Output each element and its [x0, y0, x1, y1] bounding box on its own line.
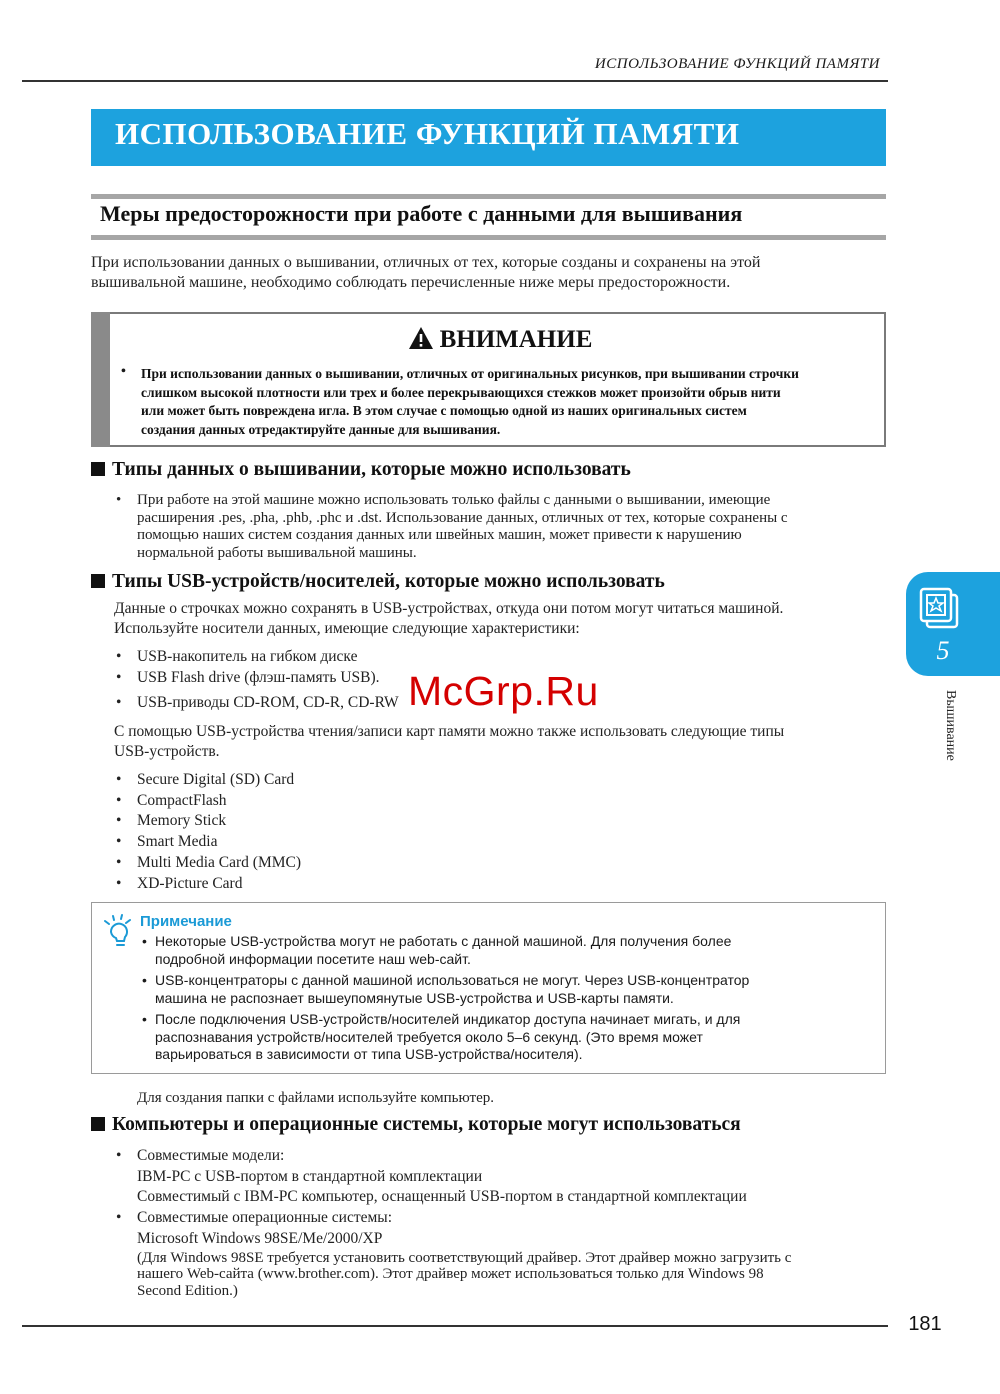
usb-types-heading [91, 571, 665, 593]
chapter-number: 5 [936, 636, 950, 665]
os-value: Microsoft Windows 98SE/Me/2000/XP [137, 1229, 383, 1247]
list-item: • USB-накопитель на гибком диске [114, 647, 894, 668]
running-header: ИСПОЛЬЗОВАНИЕ ФУНКЦИЙ ПАМЯТИ [594, 56, 880, 72]
list-item: • Multi Media Card (MMC) [114, 853, 714, 874]
note-list [140, 933, 870, 1068]
data-types-line: помощью наших систем создания данных или швейных машин, может привести к нарушению [137, 527, 742, 543]
list-item [114, 1208, 894, 1299]
bottom-divider [22, 1325, 888, 1327]
data-types-line: нормальной работы вышивальной машины. [137, 544, 417, 561]
model-item: IBM-PC с USB-портом в стандартной комплектации [137, 1167, 483, 1185]
section-intro [91, 253, 891, 293]
caution-text [141, 365, 876, 439]
note-line: распознавания устройств/носителей требуется около 5–6 секунд. (Это время может [155, 1028, 703, 1045]
square-bullet-icon [91, 462, 105, 476]
caution-line: слишком высокой плотности или трех и более перекрывающихся стежков может произойти обрыв нити [141, 384, 781, 400]
data-types-line: • При работе на этой машине можно использовать только файлы с данными о вышивании, имеющие [137, 492, 771, 508]
warning-triangle-icon [408, 326, 434, 350]
card-intro-line: USB-устройств. [114, 743, 220, 760]
embroidery-frame-icon [917, 585, 963, 631]
list-item: • USB-приводы CD-ROM, CD-R, CD-RW [114, 693, 894, 714]
card-intro-line: С помощью USB-устройства чтения/записи карт памяти можно также использовать следующие типы [114, 723, 785, 740]
card-list [114, 770, 714, 894]
card-intro [114, 722, 894, 762]
note-item [140, 1011, 870, 1064]
chapter-title: ИСПОЛЬЗОВАНИЕ ФУНКЦИЙ ПАМЯТИ [115, 116, 740, 151]
note-line: • После подключения USB-устройств/носителей индикатор доступа начинает мигать, и для [155, 1011, 741, 1027]
folder-note: Для создания папки с файлами используйте компьютер. [137, 1090, 494, 1106]
square-bullet-icon [91, 574, 105, 588]
note-item [140, 972, 870, 1007]
usb-types-heading-text: Типы USB-устройств/носителей, которые можно использовать [112, 571, 665, 592]
os-note-line: (Для Windows 98SE требуется установить соответствующий драйвер. Этот драйвер можно загрузить с [137, 1249, 792, 1266]
data-types-heading [91, 459, 631, 481]
model-item: Совместимый с IBM-PC компьютер, оснащенный USB-портом в стандартной комплектации [137, 1188, 747, 1206]
list-item: • Smart Media [114, 832, 714, 853]
os-label: • Совместимые операционные системы: [137, 1209, 393, 1227]
caution-bullet: • [121, 364, 126, 379]
caution-heading [0, 326, 1000, 354]
computers-list [114, 1146, 894, 1299]
list-item: • USB Flash drive (флэш-память USB). [114, 668, 894, 689]
list-item [114, 1146, 894, 1208]
computers-heading-text: Компьютеры и операционные системы, которые могут использоваться [112, 1114, 741, 1135]
note-line: • Некоторые USB-устройства могут не работать с данной машиной. Для получения более [155, 933, 732, 949]
usb-intro [114, 599, 894, 639]
list-item: • XD-Picture Card [114, 874, 714, 895]
usb-intro-line: Данные о строчках можно сохранять в USB-устройствах, откуда они потом могут читаться машиной. [114, 600, 784, 617]
caution-heading-text: ВНИМАНИЕ [439, 326, 593, 353]
list-item: • CompactFlash [114, 791, 714, 812]
chapter-label: Вышивание [943, 690, 958, 761]
caution-line: создания данных отредактируйте данные для вышивания. [141, 421, 501, 437]
os-note-line: Second Edition.) [137, 1282, 238, 1299]
top-divider [22, 80, 888, 82]
caution-line: При использовании данных о вышивании, отличных от оригинальных рисунков, при вышивании строчки [141, 366, 799, 381]
square-bullet-icon [91, 1117, 105, 1131]
data-types-list [114, 492, 894, 562]
note-line: подробной информации посетите наш web-сайт. [155, 950, 471, 967]
data-types-heading-text: Типы данных о вышивании, которые можно использовать [112, 459, 631, 480]
computers-heading [91, 1114, 741, 1136]
watermark: McGrp.Ru [408, 668, 599, 714]
chapter-title-band [91, 109, 886, 166]
intro-line: вышивальной машине, необходимо соблюдать перечисленные ниже меры предосторожности. [91, 274, 731, 291]
note-line: • USB-концентраторы с данной машиной использоваться не могут. Через USB-концентратор [155, 972, 750, 988]
note-line: машина не распознает вышеупомянутые USB-устройства и USB-карты памяти. [155, 989, 674, 1006]
section-title: Меры предосторожности при работе с данными для вышивания [100, 201, 743, 226]
caution-line: или может быть повреждена игла. В этом случае с помощью одной из наших оригинальных систем [141, 403, 747, 418]
models-label: • Совместимые модели: [137, 1147, 285, 1164]
section-rule-top [91, 194, 886, 199]
list-item: • Memory Stick [114, 811, 714, 832]
lightbulb-icon [100, 912, 136, 948]
intro-line: При использовании данных о вышивании, отличных от тех, которые созданы и сохранены на этой [91, 254, 761, 271]
usb-intro-line: Используйте носители данных, имеющие следующие характеристики: [114, 620, 580, 637]
os-note [137, 1250, 894, 1300]
note-item [140, 933, 870, 968]
list-item [114, 492, 894, 562]
data-types-line: расширения .pes, .pha, .phb, .phc и .dst. Использование данных, отличных от тех, которые сохранены с [137, 509, 788, 526]
os-note-line: нашего Web-сайта (www.brother.com). Этот драйвер может использоваться только для Windows 98 [137, 1266, 764, 1283]
list-item: • Secure Digital (SD) Card [114, 770, 714, 791]
section-rule-bottom [91, 235, 886, 240]
note-title: Примечание [140, 913, 232, 930]
note-line: варьироваться в зависимости от типа USB-устройства/носителя). [155, 1046, 583, 1062]
page-number: 181 [908, 1313, 942, 1335]
